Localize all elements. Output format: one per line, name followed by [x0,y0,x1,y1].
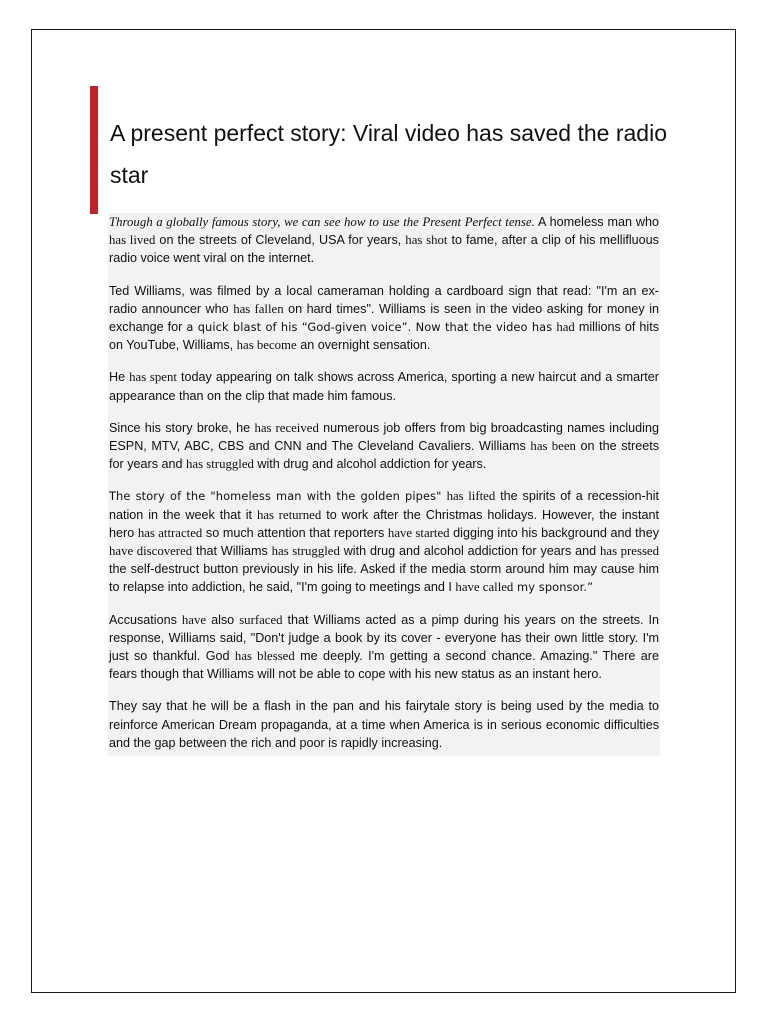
verb-run: a quick blast of his “God-given voice”. Now that the video has [186,320,553,335]
title-accent-bar [90,86,98,214]
text-run: so much attention that reporters [202,525,388,540]
text-run: Since his story broke, he [109,420,255,435]
verb-run: has struggled [271,544,340,559]
verb-run: Through a globally famous story, we can see how to use the Present Perfect tense. [109,215,535,229]
verb-run: surfaced [239,612,283,627]
text-run: on hard times". Williams is seen in the video asking for money in exchange for [109,301,660,335]
article-title: A present perfect story: Viral video has saved the radio star [110,120,667,188]
text-run: an overnight sensation. [296,338,431,353]
paragraph [108,282,660,355]
text-run: numerous job offers from big broadcasting names including ESPN, MTV, ABC, CBS and CNN and The Cleveland Cavaliers. Williams [109,420,659,454]
verb-run: has struggled [186,457,254,472]
text-run: that Williams [192,544,272,559]
text-run: to work after the Christmas holidays. However, the instant hero [109,507,659,540]
verb-run: has lived [109,233,156,248]
verb-run: has attracted [137,525,203,540]
text-run: digging into his background and they [449,525,659,540]
verb-run: my sponsor.” [513,580,594,595]
text-run: me deeply. I'm getting a second chance. Amazing." There are fears though that Williams will not be able to cope with his new status as an instant hero. [109,649,660,682]
text-run: millions of hits on YouTube, Williams, [109,320,659,353]
paragraph [108,697,660,752]
paragraph [108,487,660,596]
text-run: on the streets of Cleveland, USA for years, [155,233,406,248]
paragraph [108,419,660,474]
text-run: Ted Williams, was filmed by a local cameraman holding a cardboard sign that read: "I'm an ex-radio announcer who [109,283,659,316]
verb-run: has blessed [234,649,295,664]
article-body [108,213,660,756]
verb-run: have started [387,525,450,540]
verb-run: has received [254,420,319,435]
paragraph [108,213,660,268]
text-run: He [109,370,130,385]
paragraph [108,611,660,684]
paragraph [108,368,660,404]
verb-run: had [556,320,575,335]
verb-run: has fallen [233,301,284,316]
verb-run: has shot [405,233,448,248]
text-run: They say that he will be a flash in the pan and his fairytale story is being used by the media to reinforce American Dream propaganda, at a time when America is in serious economic difficulties and the gap between the rich and poor is rapidly increasing. [109,699,659,750]
verb-run: have [181,612,207,627]
text-run: also [206,612,240,627]
verb-run: has been [530,439,576,454]
verb-run: The story of the "homeless man with the golden pipes" [109,489,447,504]
text-run: A homeless man who [534,215,659,229]
text-run: on the streets for years and [109,439,660,472]
text-run: the spirits of a recession-hit nation in the week that it [109,489,659,522]
text-run: with drug and alcohol addiction for years. [253,457,487,472]
verb-run: have discovered [109,544,193,559]
text-run: today appearing on talk shows across America, sporting a new haircut and a smarter appearance than on the clip that made him famous. [109,370,659,403]
verb-run: has spent [129,370,177,385]
text-run: Accusations [109,612,182,627]
text-run: the self-destruct button previously in his life. Asked if the media storm around him may cause him to relapse into addiction, he said, "I'm going to meetings and I [109,562,659,595]
verb-run: has lifted [446,489,496,504]
verb-run: have called [455,580,514,595]
text-run: with drug and alcohol addiction for years and [339,544,601,559]
text-run: that Williams acted as a pimp during his years on the streets. In response, Williams said, "Don't judge a book by its cover - everyone has their own little story. I'm just so thankful. God [109,612,659,664]
verb-run: has pressed [600,544,660,559]
verb-run: has returned [256,507,322,522]
verb-run: has become [236,338,297,353]
text-run: to fame, after a clip of his mellifluous radio voice went viral on the internet. [109,233,659,266]
